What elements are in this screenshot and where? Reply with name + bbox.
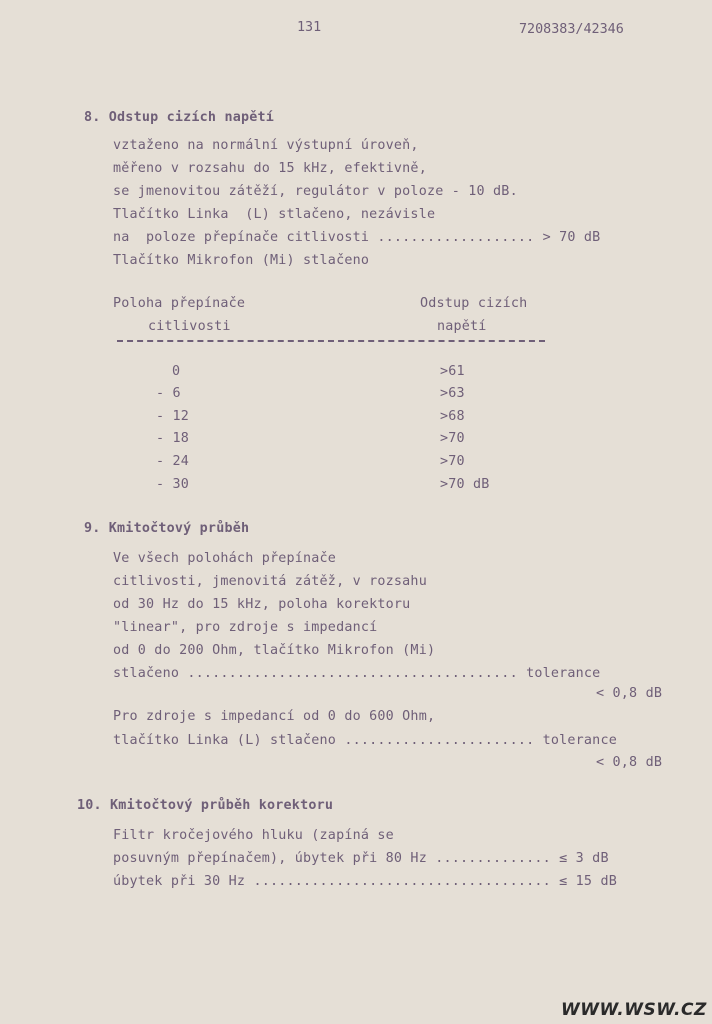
section-9-line: od 0 do 200 Ohm, tlačítko Mikrofon (Mi) xyxy=(113,643,436,658)
table-cell-value: >68 xyxy=(440,409,465,424)
table-cell-value: >70 xyxy=(440,454,465,469)
section-9-line: Pro zdroje s impedancí od 0 do 600 Ohm, xyxy=(113,709,436,724)
table-cell-position: - 24 xyxy=(156,454,190,469)
table-cell-value: >61 xyxy=(440,364,465,379)
section-8-line: Tlačítko Linka (L) stlačeno, nezávisle xyxy=(113,207,436,222)
section-8-line: vztaženo na normální výstupní úroveň, xyxy=(113,138,419,153)
section-10-line: Filtr kročejového hluku (zapíná se xyxy=(113,828,394,843)
table-divider xyxy=(117,340,545,342)
table-cell-value: >63 xyxy=(440,386,465,401)
table-header-position: citlivosti xyxy=(148,319,231,334)
section-9-line: stlačeno ........................................ tolerance xyxy=(113,666,601,681)
section-8-line: na poloze přepínače citlivosti ................... > 70 dB xyxy=(113,230,601,245)
section-9-line: citlivosti, jmenovitá zátěž, v rozsahu xyxy=(113,574,427,589)
section-9-tolerance: < 0,8 dB xyxy=(596,686,663,701)
section-10-title: 10. Kmitočtový průběh korektoru xyxy=(77,798,334,813)
section-9-tolerance: < 0,8 dB xyxy=(596,755,663,770)
table-header-value: napětí xyxy=(437,319,487,334)
section-9-line: Ve všech polohách přepínače xyxy=(113,551,337,566)
section-8-line: se jmenovitou zátěží, regulátor v poloze - 10 dB. xyxy=(113,184,518,199)
table-cell-value: >70 dB xyxy=(440,477,490,492)
section-10-line: posuvným přepínačem), úbytek při 80 Hz .............. ≤ 3 dB xyxy=(113,851,609,866)
page-number: 131 xyxy=(297,20,322,35)
section-9-line: od 30 Hz do 15 kHz, poloha korektoru xyxy=(113,597,411,612)
section-9-line: "linear", pro zdroje s impedancí xyxy=(113,620,378,635)
table-cell-position: - 6 xyxy=(156,386,181,401)
watermark: WWW.WSW.CZ xyxy=(561,1000,707,1020)
section-8-line: Tlačítko Mikrofon (Mi) stlačeno xyxy=(113,253,370,268)
table-cell-position: - 12 xyxy=(156,409,190,424)
table-cell-position: 0 xyxy=(172,364,181,379)
section-9-line: tlačítko Linka (L) stlačeno ....................... tolerance xyxy=(113,733,617,748)
table-cell-position: - 18 xyxy=(156,431,190,446)
table-header-value: Odstup cizích xyxy=(420,296,528,311)
table-cell-value: >70 xyxy=(440,431,465,446)
section-8-line: měřeno v rozsahu do 15 kHz, efektivně, xyxy=(113,161,427,176)
section-10-line: úbytek při 30 Hz .................................... ≤ 15 dB xyxy=(113,874,617,889)
section-8-title: 8. Odstup cizích napětí xyxy=(84,110,275,125)
table-cell-position: - 30 xyxy=(156,477,190,492)
document-id: 7208383/42346 xyxy=(519,22,624,37)
table-header-position: Poloha přepínače xyxy=(113,296,246,311)
section-9-title: 9. Kmitočtový průběh xyxy=(84,521,250,536)
